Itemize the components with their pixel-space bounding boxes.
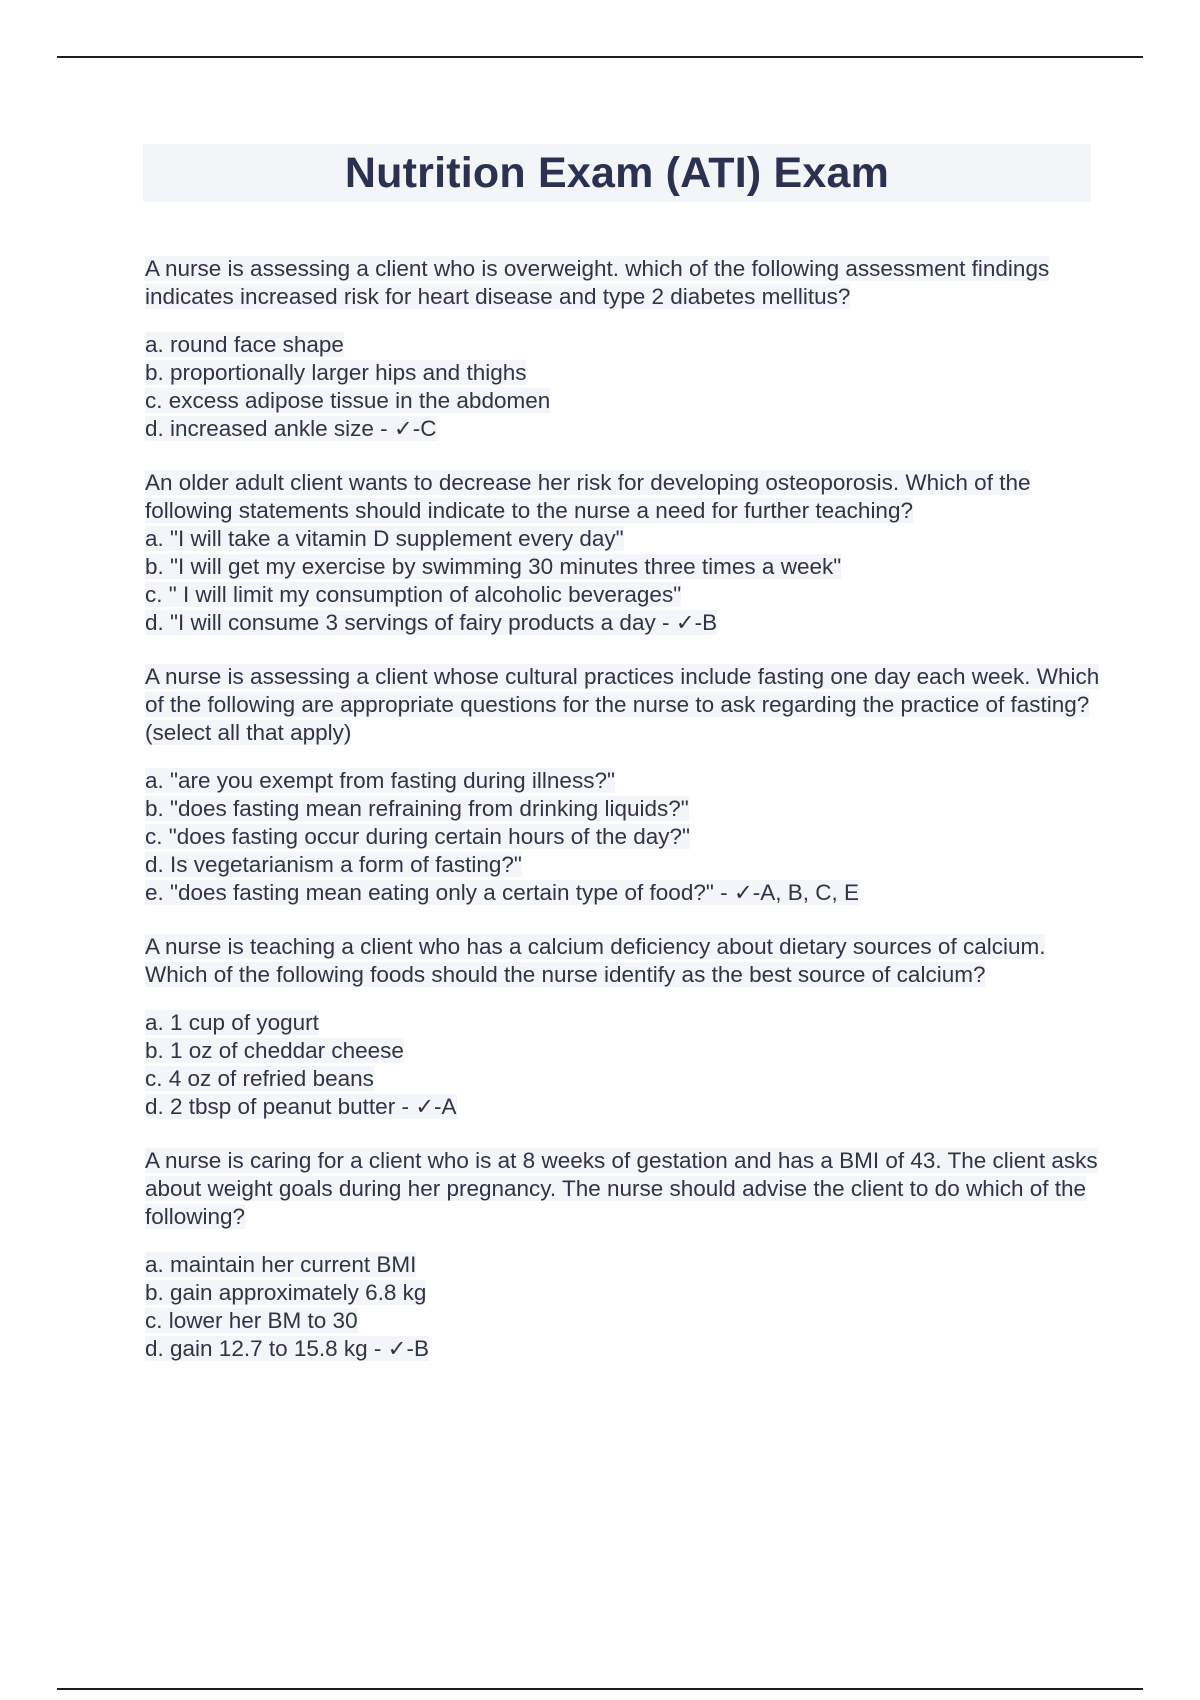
answer-option-text (145, 526, 624, 551)
answer-option (145, 581, 1105, 609)
option-label: b. "I will get my exercise by swimming 30 minutes three times a week" (145, 554, 842, 579)
question-text (145, 255, 1105, 311)
option-label: a. "I will take a vitamin D supplement every day" (145, 526, 624, 551)
check-mark-icon: ✓ (415, 1094, 435, 1119)
answer-options (145, 1251, 1105, 1363)
correct-answer: B (702, 610, 718, 635)
answer-option (145, 1037, 1105, 1065)
question-text-span: A nurse is assessing a client who is overweight. which of the following assessment findings indicates increased risk for heart disease and type 2 diabetes mellitus? (145, 256, 1050, 309)
answer-prefix: - (434, 1094, 442, 1119)
answer-option-text (145, 1094, 457, 1119)
answer-separator: - (713, 880, 734, 905)
title-band (143, 144, 1091, 202)
question-block (145, 255, 1105, 443)
question-block (145, 469, 1105, 637)
option-label: b. 1 oz of cheddar cheese (145, 1038, 404, 1063)
answer-option (145, 1307, 1105, 1335)
option-label: d. Is vegetarianism a form of fasting?" (145, 852, 522, 877)
answer-option (145, 609, 1105, 637)
option-label: c. 4 oz of refried beans (145, 1066, 374, 1091)
option-label: b. proportionally larger hips and thighs (145, 360, 527, 385)
answer-option (145, 851, 1105, 879)
question-text (145, 933, 1105, 989)
option-label: c. excess adipose tissue in the abdomen (145, 388, 551, 413)
question-text (145, 663, 1105, 747)
answer-option (145, 359, 1105, 387)
option-label: d. gain 12.7 to 15.8 kg (145, 1336, 368, 1361)
correct-answer: B (414, 1336, 430, 1361)
option-label: d. 2 tbsp of peanut butter (145, 1094, 396, 1119)
question-text (145, 1147, 1105, 1231)
option-label: d. increased ankle size (145, 416, 374, 441)
question-block (145, 663, 1105, 907)
answer-option-text (145, 1010, 319, 1035)
question-text-span: An older adult client wants to decrease her risk for developing osteoporosis. Which of the following statements should indicate to the nurse a need for further teaching? (145, 470, 1031, 523)
answer-option (145, 1093, 1105, 1121)
answer-option-text (145, 416, 437, 441)
answer-separator: - (655, 610, 676, 635)
answer-option (145, 1009, 1105, 1037)
answer-prefix: - (406, 1336, 415, 1361)
answer-option-text (145, 880, 859, 905)
answer-option-text (145, 1038, 404, 1063)
page-title: Nutrition Exam (ATI) Exam (344, 148, 890, 197)
option-label: c. "does fasting occur during certain hours of the day?" (145, 824, 691, 849)
answer-option-text (145, 1280, 426, 1305)
answer-option-text (145, 582, 681, 607)
top-rule (57, 56, 1143, 58)
answer-option (145, 331, 1105, 359)
answer-option-text (145, 388, 550, 413)
answer-option-text (145, 1336, 429, 1361)
question-block (145, 1147, 1105, 1363)
answer-option-text (145, 796, 689, 821)
option-label: a. 1 cup of yogurt (145, 1010, 319, 1035)
answer-option (145, 553, 1105, 581)
check-mark-icon: ✓ (387, 1336, 407, 1361)
answer-options (145, 525, 1105, 637)
answer-option-text (145, 1308, 358, 1333)
answer-options (145, 331, 1105, 443)
answer-option-text (145, 852, 522, 877)
question-text-span: A nurse is teaching a client who has a calcium deficiency about dietary sources of calcium. Which of the following foods should the nurse identify as the best source of calcium? (145, 934, 1046, 987)
answer-separator: - (373, 416, 394, 441)
question-text-span: A nurse is assessing a client whose cultural practices include fasting one day each week. Which of the following are appropriate questions for the nurse to ask regarding the practice of fasting? (select all that apply) (145, 664, 1100, 745)
answer-option (145, 795, 1105, 823)
answer-option-text (145, 610, 717, 635)
bottom-rule (57, 1688, 1143, 1690)
answer-option (145, 525, 1105, 553)
answer-option (145, 1251, 1105, 1279)
check-mark-icon: ✓ (733, 880, 753, 905)
question-block (145, 933, 1105, 1121)
option-label: a. round face shape (145, 332, 344, 357)
answer-prefix: - (752, 880, 761, 905)
correct-answer: A (441, 1094, 457, 1119)
answer-options (145, 1009, 1105, 1121)
answer-option-text (145, 554, 841, 579)
option-label: d. "I will consume 3 servings of fairy products a day (145, 610, 656, 635)
option-label: b. gain approximately 6.8 kg (145, 1280, 427, 1305)
answer-options (145, 767, 1105, 907)
check-mark-icon: ✓ (675, 610, 695, 635)
check-mark-icon: ✓ (393, 416, 413, 441)
correct-answer: C (420, 416, 437, 441)
question-text-span: A nurse is caring for a client who is at 8 weeks of gestation and has a BMI of 43. The client asks about weight goals during her pregnancy. The nurse should advise the client to do which of the following? (145, 1148, 1098, 1229)
answer-prefix: - (694, 610, 703, 635)
answer-option-text (145, 768, 615, 793)
question-list (145, 255, 1105, 1389)
option-label: c. lower her BM to 30 (145, 1308, 358, 1333)
answer-separator: - (367, 1336, 388, 1361)
answer-option-text (145, 1252, 416, 1277)
answer-option (145, 1335, 1105, 1363)
answer-option (145, 1279, 1105, 1307)
answer-option-text (145, 1066, 374, 1091)
answer-option (145, 767, 1105, 795)
answer-option (145, 879, 1105, 907)
answer-separator: - (395, 1094, 416, 1119)
option-label: a. "are you exempt from fasting during illness?" (145, 768, 615, 793)
question-text (145, 469, 1105, 525)
answer-option-text (145, 332, 344, 357)
option-label: e. "does fasting mean eating only a certain type of food?" (145, 880, 714, 905)
answer-prefix: - (412, 416, 421, 441)
option-label: c. " I will limit my consumption of alcoholic beverages" (145, 582, 682, 607)
option-label: a. maintain her current BMI (145, 1252, 417, 1277)
answer-option-text (145, 360, 526, 385)
correct-answer: A, B, C, E (760, 880, 859, 905)
answer-option-text (145, 824, 690, 849)
answer-option (145, 415, 1105, 443)
answer-option (145, 1065, 1105, 1093)
answer-option (145, 387, 1105, 415)
option-label: b. "does fasting mean refraining from drinking liquids?" (145, 796, 689, 821)
answer-option (145, 823, 1105, 851)
